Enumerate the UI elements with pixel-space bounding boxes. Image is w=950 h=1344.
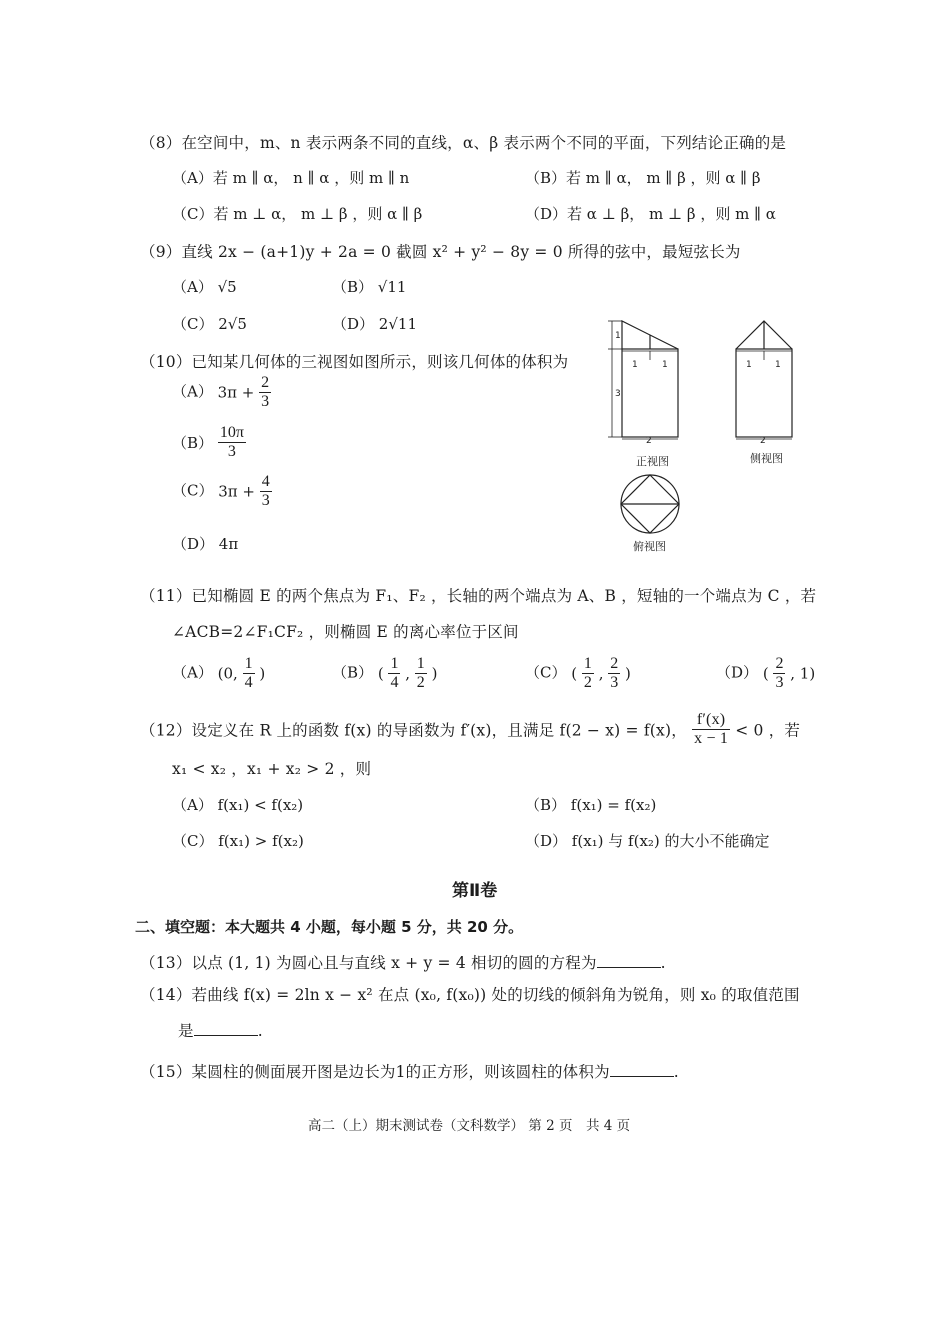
q11-c-label: （C）: [525, 663, 567, 682]
q12-fraction: [692, 711, 730, 748]
q10-option-d: （D） 4π: [172, 535, 239, 553]
q12-stem-text: （12）设定义在 R 上的函数 f(x) 的导函数为 f′(x)，且满足 f(2 − x) = f(x)，: [140, 721, 687, 740]
front-view-label: 正视图: [636, 455, 669, 468]
q15-text: （15）某圆柱的侧面展开图是边长为1的正方形，则该圆柱的体积为: [140, 1063, 610, 1081]
q11-b-num2: 1: [416, 655, 425, 672]
q11-c-fraction-1: [582, 655, 594, 692]
q11-a-post: ): [259, 664, 266, 683]
side-dim-right: 1: [775, 360, 781, 370]
q9-option-d: （D） 2√11: [332, 315, 417, 333]
q10-a-label: （A）: [172, 382, 213, 401]
side-view: [736, 321, 792, 439]
q14-answer-blank[interactable]: [194, 1021, 258, 1036]
q8-option-c: （C）若 m ⊥ α， m ⊥ β ，则 α ∥ β: [172, 205, 423, 223]
q15-answer-blank[interactable]: [610, 1062, 674, 1077]
q11-b-fraction-2: [415, 655, 427, 692]
q11-d-num: 2: [775, 655, 784, 672]
q12-frac-num: f′(x): [692, 711, 730, 730]
q8-stem: （8）在空间中，m、n 表示两条不同的直线，α、β 表示两个不同的平面，下列结论正确的是: [140, 134, 787, 152]
q11-stem-line2: ∠ACB=2∠F₁CF₂ ，则椭圆 E 的离心率位于区间: [172, 623, 519, 641]
q11-a-pre: (0,: [217, 664, 238, 683]
q10-a-den: 3: [261, 393, 270, 410]
q10-option-a: [172, 374, 271, 411]
q10-c-den: 3: [261, 492, 270, 509]
q12-stem-line1: [140, 711, 800, 748]
q11-a-fraction: [243, 655, 255, 692]
q11-c-den2: 3: [610, 674, 619, 691]
q12-option-a: （A） f(x₁) < f(x₂): [172, 796, 304, 814]
q12-stem-line2: x₁ < x₂ ，x₁ + x₂ > 2 ，则: [172, 760, 372, 778]
front-dim-height-body: 3: [615, 389, 621, 399]
q11-d-den: 3: [775, 674, 784, 691]
q11-d-label: （D）: [716, 663, 759, 682]
q12-option-b: （B） f(x₁) = f(x₂): [525, 796, 657, 814]
q10-a-int: 3π +: [217, 383, 255, 402]
front-dim-height-top: 1: [615, 331, 621, 341]
page-footer: 高二（上）期末测试卷（文科数学） 第 2 页 共 4 页: [308, 1118, 631, 1134]
q10-b-num: 10π: [219, 424, 244, 441]
q10-option-b: [172, 424, 246, 461]
q11-option-c: [525, 655, 631, 692]
q11-a-label: （A）: [172, 663, 213, 682]
q11-d-post: , 1): [790, 664, 816, 683]
q13-text: （13）以点 (1, 1) 为圆心且与直线 x + y = 4 相切的圆的方程为: [140, 954, 597, 972]
three-view-figure: [596, 312, 806, 562]
q11-c-post: ): [625, 664, 631, 683]
q10-b-label: （B）: [172, 434, 214, 452]
q11-option-d: [716, 655, 815, 692]
q9-option-b: （B） √11: [332, 278, 407, 296]
front-dim-width: 2: [646, 436, 652, 446]
q11-b-post: ): [431, 664, 438, 683]
side-dim-left: 1: [746, 360, 752, 370]
q11-b-den1: 4: [390, 674, 399, 691]
q11-c-den1: 2: [583, 674, 592, 691]
q9-option-a: （A） √5: [172, 278, 237, 296]
q11-a-den: 4: [244, 674, 253, 691]
q8-option-a: （A）若 m ∥ α， n ∥ α ，则 m ∥ n: [172, 169, 410, 187]
q11-option-a: [172, 655, 265, 692]
q12-option-c: （C） f(x₁) > f(x₂): [172, 832, 304, 850]
q13-answer-blank[interactable]: [597, 953, 661, 968]
q12-frac-den: x − 1: [694, 730, 729, 747]
side-view-label: 侧视图: [750, 452, 783, 465]
q10-c-num: 4: [261, 473, 270, 490]
q11-c-pre: (: [571, 664, 578, 683]
q11-option-b: [332, 655, 437, 692]
fill-in-header: 二、填空题：本大题共 4 小题，每小题 5 分，共 20 分。: [135, 918, 524, 936]
q12-stem-tail: < 0 ，若: [735, 721, 801, 740]
q10-stem: （10）已知某几何体的三视图如图所示，则该几何体的体积为: [140, 353, 569, 371]
q11-c-fraction-2: [608, 655, 620, 692]
q11-c-num2: 2: [610, 655, 619, 672]
q10-c-label: （C）: [172, 481, 214, 500]
q12-option-d: （D） f(x₁) 与 f(x₂) 的大小不能确定: [525, 832, 770, 850]
q14-line1: （14）若曲线 f(x) = 2ln x − x² 在点 (x₀, f(x₀)) 处的切线的倾斜角为锐角，则 x₀ 的取值范围: [140, 986, 800, 1004]
q11-c-num1: 1: [583, 655, 592, 672]
q13-tail: .: [660, 954, 666, 972]
q8-option-b: （B）若 m ∥ α， m ∥ β ，则 α ∥ β: [525, 169, 761, 187]
q15: [140, 1060, 679, 1082]
q11-b-mid: ,: [405, 664, 411, 683]
q15-tail: .: [673, 1063, 679, 1081]
front-dim-right: 1: [662, 360, 668, 370]
q13: [140, 951, 666, 973]
q11-a-num: 1: [244, 655, 253, 672]
q14-tail: .: [257, 1022, 263, 1040]
q11-b-num1: 1: [390, 655, 399, 672]
side-dim-width: 2: [760, 436, 766, 446]
top-view: [621, 475, 679, 533]
q11-stem-line1: （11）已知椭圆 E 的两个焦点为 F₁、F₂ ，长轴的两个端点为 A、B ，短轴的一个端点为 C ，若: [140, 587, 817, 605]
q10-option-c: [172, 473, 272, 510]
q9-option-c: （C） 2√5: [172, 315, 247, 333]
section-2-title: 第Ⅱ卷: [452, 881, 498, 901]
q11-d-fraction: [773, 655, 785, 692]
q11-c-mid: ,: [598, 664, 604, 683]
q11-b-pre: (: [377, 664, 384, 683]
front-dim-left: 1: [632, 360, 638, 370]
q11-b-fraction-1: [388, 655, 400, 692]
q11-b-label: （B）: [332, 663, 374, 682]
q11-b-den2: 2: [416, 674, 425, 691]
q10-b-fraction: [218, 424, 246, 461]
q10-b-den: 3: [227, 443, 236, 460]
q10-c-int: 3π +: [218, 482, 256, 501]
q9-stem: （9）直线 2x − (a+1)y + 2a = 0 截圆 x² + y² − 8y = 0 所得的弦中，最短弦长为: [140, 243, 741, 261]
q14-text2: 是: [178, 1022, 194, 1040]
q8-option-d: （D）若 α ⊥ β， m ⊥ β ，则 m ∥ α: [525, 205, 776, 223]
q11-d-pre: (: [762, 664, 769, 683]
q10-a-fraction: [259, 374, 271, 411]
top-view-label: 俯视图: [633, 540, 666, 553]
q14-line2: [178, 1019, 263, 1041]
q10-c-fraction: [260, 473, 272, 510]
q10-a-num: 2: [261, 374, 270, 391]
